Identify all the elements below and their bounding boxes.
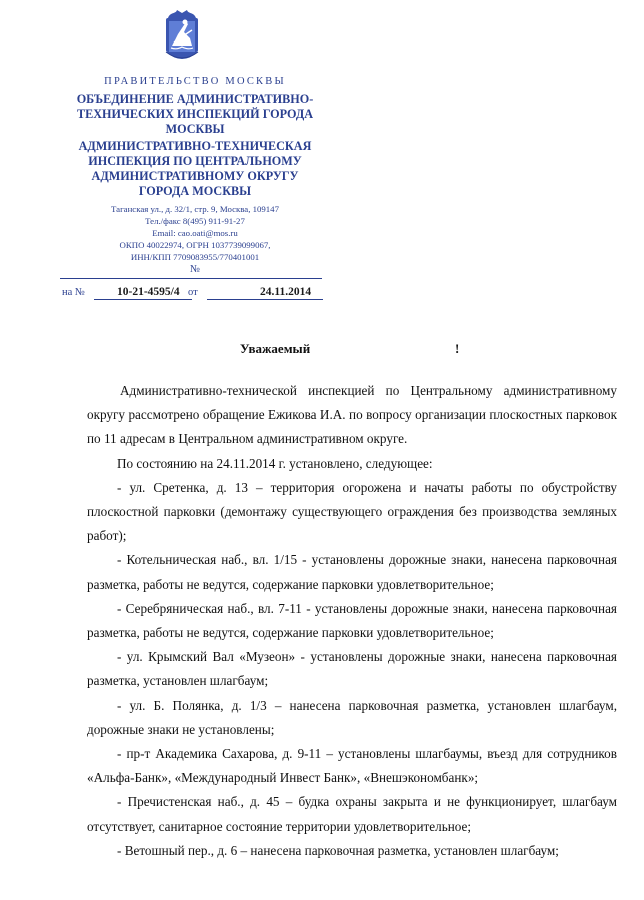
list-item: - Котельническая наб., вл. 1/15 - установлены дорожные знаки, нанесена парковочная разметка, работы не ведутся, содержание парковки удовлетворительное; — [87, 552, 617, 592]
inspection-name: АДМИНИСТРАТИВНО-ТЕХНИЧЕСКАЯ ИНСПЕКЦИЯ ПО ЦЕНТРАЛЬНОМУ АДМИНИСТРАТИВНОМУ ОКРУГУ ГОРОДА МОСКВЫ — [78, 139, 312, 198]
ref-label: на № — [62, 287, 85, 298]
phone-fax: Тел./факс 8(495) 911-91-27 — [145, 216, 245, 226]
paragraph-status: По состоянию на 24.11.2014 г. установлено, следующее: — [117, 455, 433, 471]
list-item: - ул. Сретенка, д. 13 – территория огорожена и начаты работы по обустройству плоскостной парковки (демонтажу существующего ограждения без производства земляных работ); — [87, 479, 617, 544]
moscow-coat-of-arms-icon — [162, 8, 202, 66]
paragraph-intro: Административно-технической инспекцией по Центральному административному округу рассмотрено обращение Ежикова И.А. по вопросу организации плоскостных парковок по 11 адресам в Центральном административном округе. — [87, 383, 617, 447]
outgoing-number-line — [60, 266, 322, 279]
list-item: - Серебряническая наб., вл. 7-11 - установлены дорожные знаки, нанесена парковочная разметка, работы не ведутся, содержание парковки удовлетворительное; — [87, 600, 617, 641]
email: Email: cao.oati@mos.ru — [152, 228, 238, 238]
list-item: - Ветошный пер., д. 6 – нанесена парковочная разметка, установлен шлагбаум; — [117, 842, 559, 858]
number-label: № — [190, 264, 201, 275]
organization-name: ОБЪЕДИНЕНИЕ АДМИНИСТРАТИВНО- ТЕХНИЧЕСКИХ ИНСПЕКЦИЙ ГОРОДА МОСКВЫ — [76, 92, 314, 136]
ref-number: 10-21-4595/4 — [117, 286, 180, 298]
inn-kpp: ИНН/КПП 7709083955/770401001 — [130, 252, 260, 262]
reference-line — [62, 287, 324, 301]
list-item: - пр-т Академика Сахарова, д. 9-11 – установлены шлагбаумы, въезд для сотрудников «Альфа-Банк», «Международный Инвест Банк», «Внешэкономбанк»; — [87, 746, 617, 786]
list-item: - Пречистенская наб., д. 45 – будка охраны закрыта и не функционирует, шлагбаум отсутствует, санитарное состояние территории удовлетворительное; — [87, 794, 617, 834]
list-item: - ул. Крымский Вал «Музеон» - установлены дорожные знаки, нанесена парковочная разметка, установлен шлагбаум; — [87, 649, 617, 689]
address: Таганская ул., д. 32/1, стр. 9, Москва, 109147 — [111, 204, 279, 214]
date-label: от — [188, 287, 198, 298]
letter-body — [87, 379, 617, 863]
greeting: Уважаемый ! — [240, 341, 460, 356]
list-item: - ул. Б. Полянка, д. 1/3 – нанесена парковочная разметка, установлен шлагбаум, дорожные знаки не установлены; — [87, 697, 617, 737]
contact-details — [60, 203, 330, 263]
okpo-ogrn: ОКПО 40022974, ОГРН 1037739099067, — [119, 240, 271, 250]
ref-date: 24.11.2014 — [260, 286, 312, 298]
government-title: ПРАВИТЕЛЬСТВО МОСКВЫ — [104, 76, 286, 87]
